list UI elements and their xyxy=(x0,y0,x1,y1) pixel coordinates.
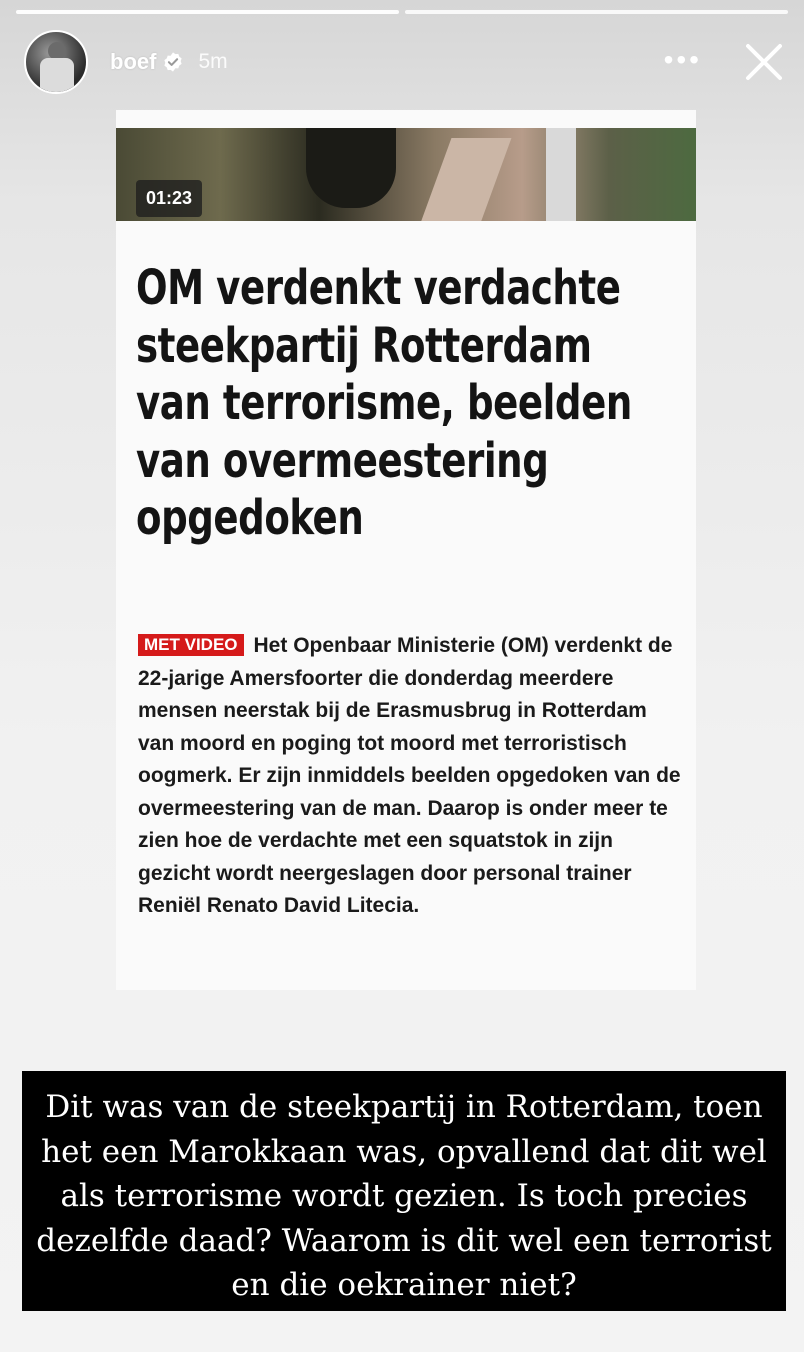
avatar[interactable] xyxy=(24,30,88,94)
article-intro-text: Het Openbaar Ministerie (OM) verdenkt de 22-jarige Amersfoorter die donderdag meerdere mensen neerstak bij de Erasmusbrug in Rotterdam van moord en poging tot moord met terroristisch oogmerk. Er zijn inmiddels beelden opgedoken van de overmeestering van de man. Daarop is onder meer te zien hoe de verdachte met een squatstok in zijn gezicht wordt neergeslagen door personal trainer Reniël Renato David Litecia. xyxy=(138,634,681,917)
verified-badge-icon xyxy=(162,51,184,73)
story-progress-segment-1 xyxy=(16,10,399,14)
more-dots-icon[interactable]: ••• xyxy=(663,44,702,75)
video-duration-label: 01:23 xyxy=(136,180,202,217)
article-headline: OM verdenkt verdachte steekpartij Rotterdam van terrorisme, beelden van overmeestering opgedoken xyxy=(136,260,632,546)
story-header xyxy=(24,28,784,96)
met-video-badge: MET VIDEO xyxy=(138,634,244,656)
article-screenshot xyxy=(116,110,696,990)
story-caption: Dit was van de steekpartij in Rotterdam, toen het een Marokkaan was, opvallend dat dit wel als terrorisme wordt gezien. Is toch precies dezelfde daad? Waarom is dit wel een terrorist en die oekrainer niet? xyxy=(22,1071,786,1311)
username[interactable]: boef xyxy=(110,49,157,74)
article-intro xyxy=(138,630,688,923)
story-progress-bar xyxy=(16,10,788,14)
story-progress-segment-2 xyxy=(405,10,788,14)
close-icon[interactable] xyxy=(744,42,784,82)
video-thumbnail[interactable] xyxy=(116,128,696,221)
story-timestamp: 5m xyxy=(198,50,228,73)
